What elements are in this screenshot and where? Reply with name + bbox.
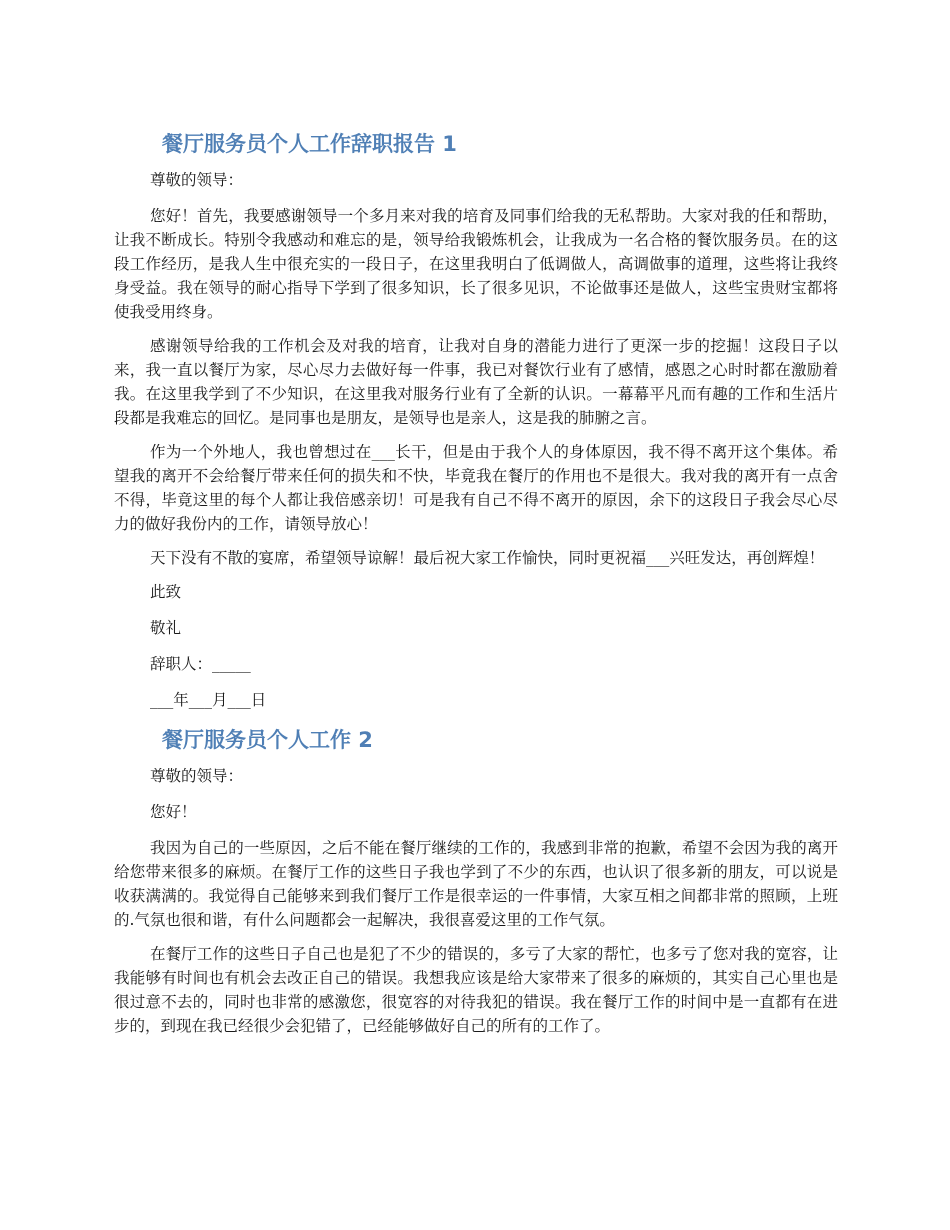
section-1-paragraph-4: 天下没有不散的宴席，希望领导谅解！最后祝大家工作愉快，同时更祝福___兴旺发达，再创辉煌！ xyxy=(150,549,825,567)
section-1-title: 餐厅服务员个人工作辞职报告 1 xyxy=(162,132,457,156)
section-1-paragraph-3: 作为一个外地人，我也曾想过在___长干，但是由于我个人的身体原因，我不得不离开这个集体。希望我的离开不会给餐厅带来任何的损失和不快，毕竟我在餐厅的作用也不是很大。我对我的离开有一点舍不得，毕竟这里的每个人都让我倍感亲切！可是我有自己不得不离开的原因，余下的这段日子我会尽心尽力的做好我份内的工作，请领导放心！ xyxy=(114,443,838,533)
section-2-paragraph-1: 我因为自己的一些原因，之后不能在餐厅继续的工作的，我感到非常的抱歉，希望不会因为我的离开给您带来很多的麻烦。在餐厅工作的这些日子我也学到了不少的东西，也认识了很多新的朋友，可以说是收获满满的。我觉得自己能够来到我们餐厅工作是很幸运的一件事情，大家互相之间都非常的照顾，上班的.气氛也很和谐，有什么问题都会一起解决，我很喜爱这里的工作气氛。 xyxy=(114,839,838,929)
section-2-salutation: 尊敬的领导： xyxy=(150,767,244,785)
closing-jingli: 敬礼 xyxy=(150,619,182,637)
closing-cizhi: 此致 xyxy=(150,583,182,601)
section-2-greeting: 您好！ xyxy=(150,803,197,821)
signature-line: 辞职人：_____ xyxy=(150,655,251,673)
date-line: ___年___月___日 xyxy=(150,691,267,709)
section-2-title: 餐厅服务员个人工作 2 xyxy=(162,728,373,752)
section-1-paragraph-2: 感谢领导给我的工作机会及对我的培育，让我对自身的潜能力进行了更深一步的挖掘！这段日子以来，我一直以餐厅为家，尽心尽力去做好每一件事，我已对餐饮行业有了感情，感恩之心时时都在激励着我。在这里我学到了不少知识，在这里我对服务行业有了全新的认识。一幕幕平凡而有趣的工作和生活片段都是我难忘的回忆。是同事也是朋友，是领导也是亲人，这是我的肺腑之言。 xyxy=(114,337,838,427)
section-1-paragraph-1: 您好！首先，我要感谢领导一个多月来对我的培育及同事们给我的无私帮助。大家对我的任和帮助，让我不断成长。特别令我感动和难忘的是，领导给我锻炼机会，让我成为一名合格的餐饮服务员。在的这段工作经历，是我人生中很充实的一段日子，在这里我明白了低调做人，高调做事的道理，这些将让我终身受益。我在领导的耐心指导下学到了很多知识，长了很多见识，不论做事还是做人，这些宝贵财宝都将使我受用终身。 xyxy=(114,207,838,321)
section-1-salutation: 尊敬的领导： xyxy=(150,171,244,189)
section-2-paragraph-2: 在餐厅工作的这些日子自己也是犯了不少的错误的，多亏了大家的帮忙，也多亏了您对我的宽容，让我能够有时间也有机会去改正自己的错误。我想我应该是给大家带来了很多的麻烦的，其实自己心里也是很过意不去的，同时也非常的感激您，很宽容的对待我犯的错误。我在餐厅工作的时间中是一直都有在进步的，到现在我已经很少会犯错了，已经能够做好自己的所有的工作了。 xyxy=(114,945,838,1035)
